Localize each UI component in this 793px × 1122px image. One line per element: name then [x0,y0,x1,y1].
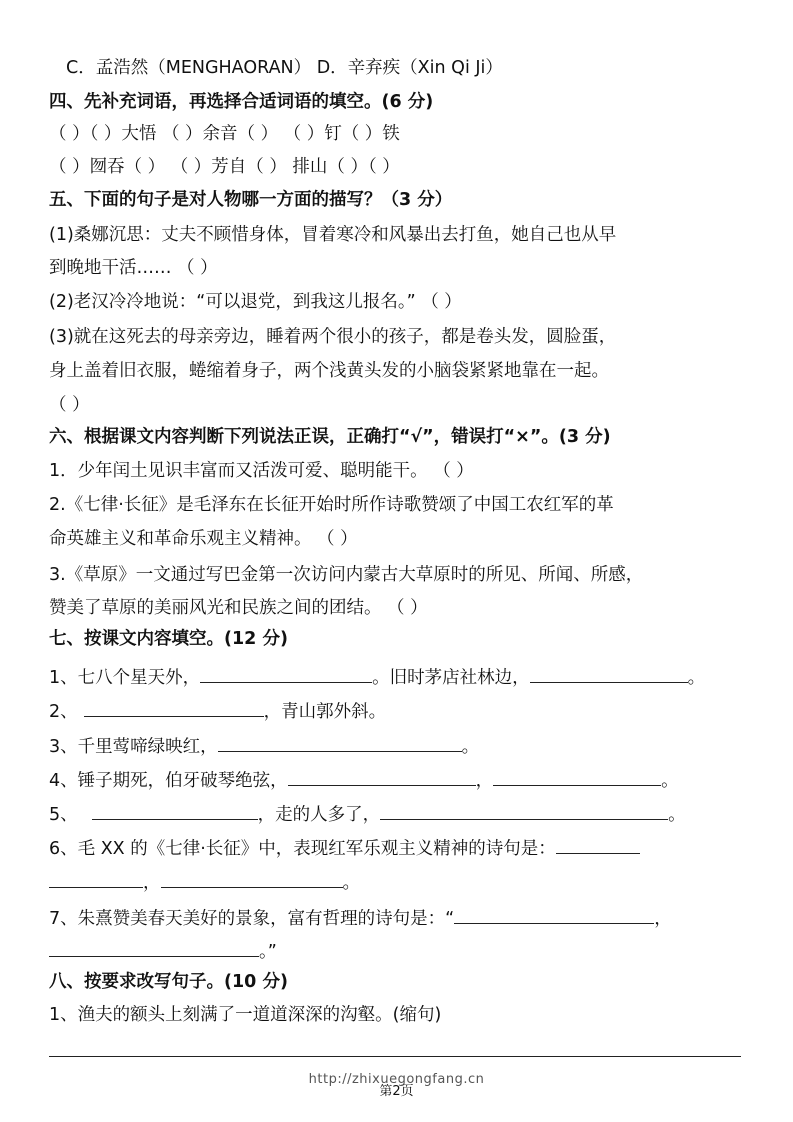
fill-q6-line-2: ， 。 [49,869,360,895]
section-5-q1-line-1: (1)桑娜沉思：丈夫不顾惜身体，冒着寒冷和风暴出去打鱼，她自己也从早 [49,225,617,245]
answer-blank[interactable] [493,767,661,786]
section-6-q1: 1．少年闰土见识丰富而又活泼可爱、聪明能干。 （ ） [49,461,474,481]
answer-blank[interactable] [556,835,640,854]
fill-q2: 2、 ，青山郭外斜。 [49,698,386,724]
section-7-heading: 七、按课文内容填空。(12 分) [49,629,288,649]
answer-blank[interactable] [49,869,143,888]
answer-blank[interactable] [380,801,668,820]
section-5-q1-line-2: 到晚地干活…… （ ） [49,258,218,278]
answer-blank[interactable] [92,801,258,820]
footer-url: http://zhixuegongfang.cn [308,1072,485,1087]
section-4-heading: 四、先补充词语，再选择合适词语的填空。(6 分) [49,92,434,112]
answer-blank[interactable] [288,767,476,786]
section-5-q3-line-2: 身上盖着旧衣服，蜷缩着身子，两个浅黄头发的小脑袋紧紧地靠在一起。 [49,361,609,381]
answer-blank[interactable] [454,905,654,924]
fill-q3: 3、千里莺啼绿映红， 。 [49,733,479,759]
section-6-q3-line-1: 3.《草原》一文通过写巴金第一次访问内蒙古大草原时的所见、所闻、所感， [49,565,644,585]
fill-q5: 5、 ，走的人多了， 。 [49,801,686,827]
fill-q7-line-2: 。” [49,938,277,964]
fill-q4: 4、锤子期死，伯牙破琴绝弦， ， 。 [49,767,679,793]
option-c-d: C．孟浩然（MENGHAORAN） D．辛弃疾（Xin Qi Ji） [66,58,503,78]
section-6-q2-line-1: 2.《七律·长征》是毛泽东在长征开始时所作诗歌赞颂了中国工农红军的革 [49,495,614,515]
section-6-heading: 六、根据课文内容判断下列说法正误，正确打“√”，错误打“×”。(3 分) [49,427,611,447]
answer-blank[interactable] [84,698,264,717]
section-6-q2-line-2: 命英雄主义和革命乐观主义精神。 （ ） [49,529,358,549]
section-8-heading: 八、按要求改写句子。(10 分) [49,972,288,992]
section-5-q3-line-1: (3)就在这死去的母亲旁边，睡着两个很小的孩子，都是卷头发，圆脸蛋， [49,327,617,347]
answer-blank[interactable] [530,664,688,683]
section-4-row-1: （ ）（ ）大悟 （ ）余音（ ） （ ）钉（ ）铁 [49,124,400,144]
fill-q7-line-1: 7、朱熹赞美春天美好的景象，富有哲理的诗句是：“ ， [49,905,672,931]
fill-q6-line-1: 6、毛 XX 的《七律·长征》中，表现红军乐观主义精神的诗句是： [49,835,640,861]
section-5-q2: (2)老汉冷冷地说：“可以退党，到我这儿报名。” （ ） [49,292,462,312]
answer-line[interactable] [49,1056,741,1057]
answer-blank[interactable] [218,733,462,752]
section-5-heading: 五、下面的句子是对人物哪一方面的描写？（3 分） [49,190,453,210]
answer-blank[interactable] [49,938,259,957]
fill-q1: 1、七八个星天外， 。旧时茅店社林边， 。 [49,664,705,690]
section-5-q3-answer: （ ） [49,395,90,415]
section-8-q1: 1、渔夫的额头上刻满了一道道深深的沟壑。(缩句) [49,1005,442,1025]
section-6-q3-line-2: 赞美了草原的美丽风光和民族之间的团结。 （ ） [49,598,428,618]
answer-blank[interactable] [161,869,343,888]
page-number: 第2页 [379,1084,414,1099]
answer-blank[interactable] [200,664,372,683]
section-4-row-2: （ ）囫吞（ ） （ ）芳自（ ） 排山（ ）（ ） [49,157,400,177]
